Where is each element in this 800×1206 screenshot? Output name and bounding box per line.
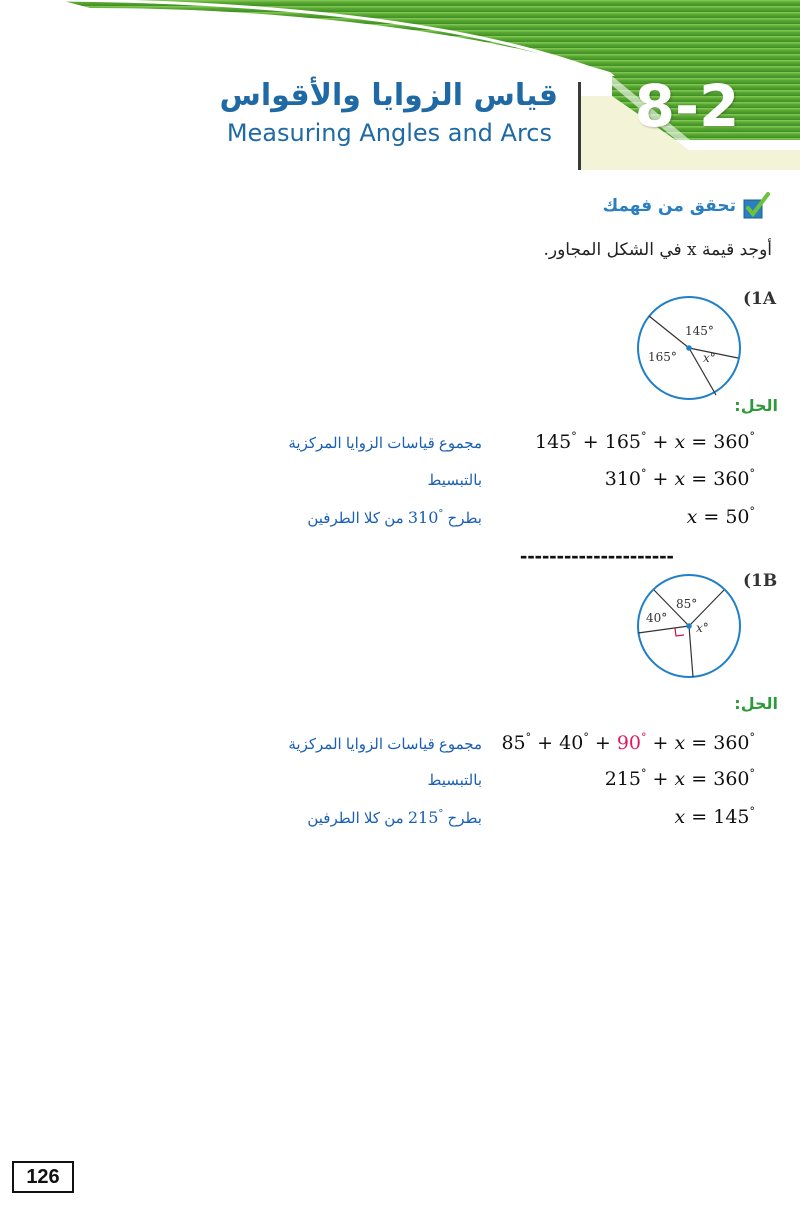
- fig-1a-label-x: x°: [703, 351, 716, 365]
- fig-1a-label-165: 165°: [648, 350, 677, 364]
- equation-1b-step1: 85° + 40° + 90° + x = 360°: [501, 731, 755, 754]
- solution-label-1a: الحل:: [734, 396, 778, 415]
- fig-1b-label-85: 85°: [676, 597, 698, 611]
- fig-1a-label-145: 145°: [685, 324, 714, 338]
- equation-1a-step2: 310° + x = 360°: [604, 467, 755, 490]
- check-understanding-header: [603, 192, 772, 220]
- page-number: 126: [12, 1161, 74, 1193]
- lesson-title-arabic: قياس الزوايا والأقواس: [219, 78, 558, 113]
- equation-1b-step2: 215° + x = 360°: [604, 767, 755, 790]
- solution-label-1b: الحل:: [734, 694, 778, 713]
- note-1b-step3: بطرح °215 من كلا الطرفين: [307, 808, 482, 827]
- note-1a-step1: مجموع قياسات الزوايا المركزية: [288, 435, 482, 452]
- note-1a-step2: بالتبسيط: [427, 472, 482, 489]
- section-divider: ---------------------: [520, 543, 674, 568]
- lesson-number: 8-2: [634, 72, 740, 140]
- lesson-title-english: Measuring Angles and Arcs: [226, 119, 552, 147]
- note-1b-step2: بالتبسيط: [427, 772, 482, 789]
- checkbox-check-icon: [742, 192, 772, 220]
- fig-1b-label-40: 40°: [646, 611, 668, 625]
- note-1a-step3: بطرح °310 من كلا الطرفين: [307, 508, 482, 527]
- circle-figure-1a: [630, 292, 750, 404]
- equation-1a-step3: x = 50°: [686, 505, 755, 528]
- equation-1a-step1: 145° + 165° + x = 360°: [534, 430, 755, 453]
- equation-1b-step3: x = 145°: [674, 805, 755, 828]
- note-1b-step1: مجموع قياسات الزوايا المركزية: [288, 736, 482, 753]
- example-1b-label: (1B: [743, 571, 778, 591]
- fig-1b-label-x: x°: [696, 621, 709, 635]
- circle-figure-1b: [630, 570, 750, 682]
- check-understanding-title: تحقق من فهمك: [602, 196, 736, 216]
- example-1a-label: (1A: [743, 289, 777, 309]
- instruction-text: أوجد قيمة x في الشكل المجاور.: [543, 240, 772, 260]
